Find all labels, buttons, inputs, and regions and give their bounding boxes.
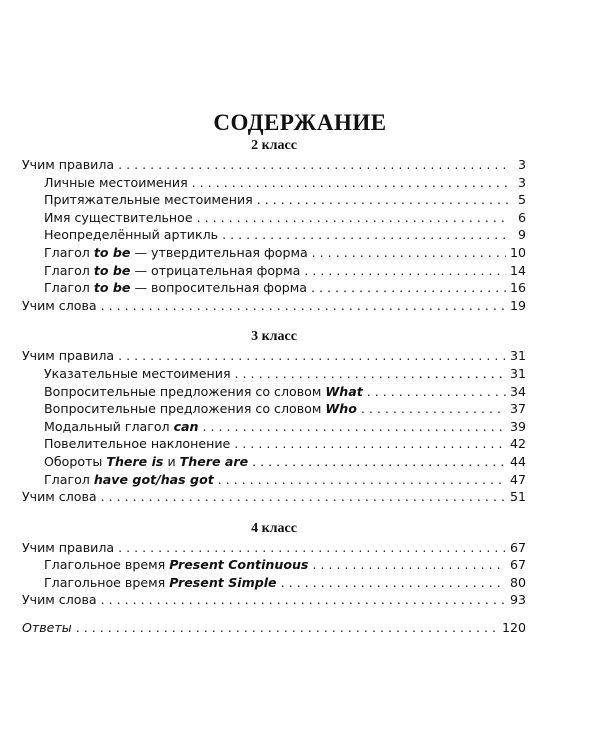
- toc-entry-page: 3: [517, 157, 526, 172]
- dot-leader: [312, 556, 506, 574]
- toc-entry-label: Глагольное время Present Simple: [44, 574, 277, 590]
- toc-entry-label: Неопределённый артикль: [44, 227, 219, 243]
- toc-entry-imperative[interactable]: [22, 435, 526, 453]
- toc-entry-page: 80: [509, 574, 526, 590]
- toc-entry-have-got[interactable]: [22, 471, 526, 489]
- dot-leader: [101, 591, 506, 609]
- toc-entry-modal-can[interactable]: [22, 418, 526, 436]
- toc-entry-answers[interactable]: [22, 619, 526, 637]
- dot-leader: [218, 471, 506, 489]
- dot-leader: [222, 226, 508, 244]
- toc-entry-possessive-pronouns[interactable]: [22, 191, 526, 209]
- toc-entry-page: 67: [509, 539, 526, 555]
- toc-entry-label: Глагол have got/has got: [44, 471, 214, 487]
- toc-entry-label: Имя существительное: [44, 209, 193, 225]
- dot-leader: [304, 262, 506, 280]
- toc-entry-label: Учим правила: [22, 539, 115, 555]
- toc-entry-page: 10: [509, 244, 526, 260]
- toc-entry-questions-what[interactable]: [22, 383, 526, 401]
- toc-entry-label: Глагол to be — отрицательная форма: [44, 262, 301, 278]
- toc-entry-personal-pronouns[interactable]: [22, 174, 526, 192]
- toc-entry-page: 16: [509, 280, 526, 296]
- dot-leader: [252, 453, 506, 471]
- toc-entry-learn-rules[interactable]: [22, 347, 526, 365]
- section-heading-grade-2: 2 класс: [251, 138, 297, 153]
- dot-leader: [101, 297, 506, 315]
- toc-entry-page: 67: [509, 557, 526, 573]
- toc-entry-label: Вопросительные предложения со словом What: [44, 383, 363, 399]
- toc-entry-indefinite-article[interactable]: [22, 226, 526, 244]
- toc-entry-page: 31: [509, 365, 526, 381]
- section-heading-grade-3: 3 класс: [251, 329, 297, 345]
- toc-entry-label: Глагольное время Present Continuous: [44, 557, 309, 573]
- toc-entry-to-be-negative[interactable]: [22, 262, 526, 280]
- page-title: СОДЕРЖАНИЕ: [213, 110, 387, 135]
- toc-entry-page: 47: [509, 471, 526, 487]
- dot-leader: [203, 418, 506, 436]
- toc-entry-label: Ответы: [22, 620, 72, 636]
- toc-entry-page: 31: [509, 348, 526, 364]
- toc-entry-to-be-affirmative[interactable]: [22, 244, 526, 262]
- toc-entry-learn-rules[interactable]: [22, 539, 526, 557]
- dot-leader: [197, 209, 508, 227]
- toc-entry-label: Учим правила: [22, 348, 115, 364]
- toc-entry-page: 3: [517, 174, 526, 190]
- toc-entry-label: Вопросительные предложения со словом Who: [44, 401, 357, 417]
- toc-entry-label: Личные местоимения: [44, 174, 188, 190]
- toc-entry-there-is-there-are[interactable]: [22, 453, 526, 471]
- dot-leader: [76, 619, 498, 637]
- toc-entry-learn-rules[interactable]: [22, 156, 526, 174]
- dot-leader: [118, 156, 508, 174]
- toc-entry-label: Учим слова: [22, 489, 97, 505]
- toc-entry-label: Глагол to be — утвердительная форма: [44, 244, 308, 260]
- dot-leader: [235, 365, 506, 383]
- toc-entry-label: Глагол to be — вопросительная форма: [44, 280, 307, 296]
- dot-leader: [361, 400, 506, 418]
- toc-entry-page: 39: [509, 418, 526, 434]
- dot-leader: [312, 244, 506, 262]
- dot-leader: [281, 574, 506, 592]
- dot-leader: [367, 383, 506, 401]
- toc-entry-noun[interactable]: [22, 209, 526, 227]
- dot-leader: [311, 279, 506, 297]
- toc-entry-learn-words[interactable]: [22, 591, 526, 609]
- toc-entry-page: 6: [517, 209, 526, 225]
- section-heading-grade-4: 4 класс: [251, 520, 297, 536]
- toc-entry-page: 19: [509, 297, 526, 313]
- toc-entry-present-simple[interactable]: [22, 574, 526, 592]
- toc-entry-page: 120: [501, 620, 526, 636]
- dot-leader: [118, 539, 506, 557]
- toc-entry-demonstrative-pronouns[interactable]: [22, 365, 526, 383]
- toc-entry-label: Притяжательные местоимения: [44, 192, 253, 208]
- toc-entry-label: Обороты There is и There are: [44, 453, 249, 469]
- toc-entry-to-be-interrogative[interactable]: [22, 279, 526, 297]
- toc-entry-page: 37: [509, 401, 526, 417]
- dot-leader: [118, 347, 506, 365]
- toc-entry-page: 51: [509, 489, 526, 505]
- dot-leader: [101, 488, 506, 506]
- toc-entry-label: Учим слова: [22, 592, 97, 608]
- dot-leader: [234, 435, 506, 453]
- toc-entry-learn-words[interactable]: [22, 488, 526, 506]
- table-of-contents: [22, 136, 526, 637]
- toc-entry-learn-words[interactable]: [22, 297, 526, 315]
- toc-entry-page: 14: [509, 262, 526, 278]
- dot-leader: [257, 191, 508, 209]
- toc-entry-label: Повелительное наклонение: [44, 436, 231, 452]
- toc-entry-page: 5: [517, 192, 526, 208]
- toc-entry-page: 9: [517, 227, 526, 243]
- toc-entry-page: 34: [509, 383, 526, 399]
- toc-entry-label: Учим правила: [22, 157, 115, 172]
- toc-entry-page: 44: [509, 453, 526, 469]
- toc-entry-present-continuous[interactable]: [22, 556, 526, 574]
- toc-entry-label: Указательные местоимения: [44, 365, 231, 381]
- toc-entry-page: 42: [509, 436, 526, 452]
- toc-entry-page: 93: [509, 592, 526, 608]
- toc-entry-label: Модальный глагол can: [44, 418, 199, 434]
- dot-leader: [192, 174, 508, 192]
- toc-entry-questions-who[interactable]: [22, 400, 526, 418]
- toc-entry-label: Учим слова: [22, 297, 97, 313]
